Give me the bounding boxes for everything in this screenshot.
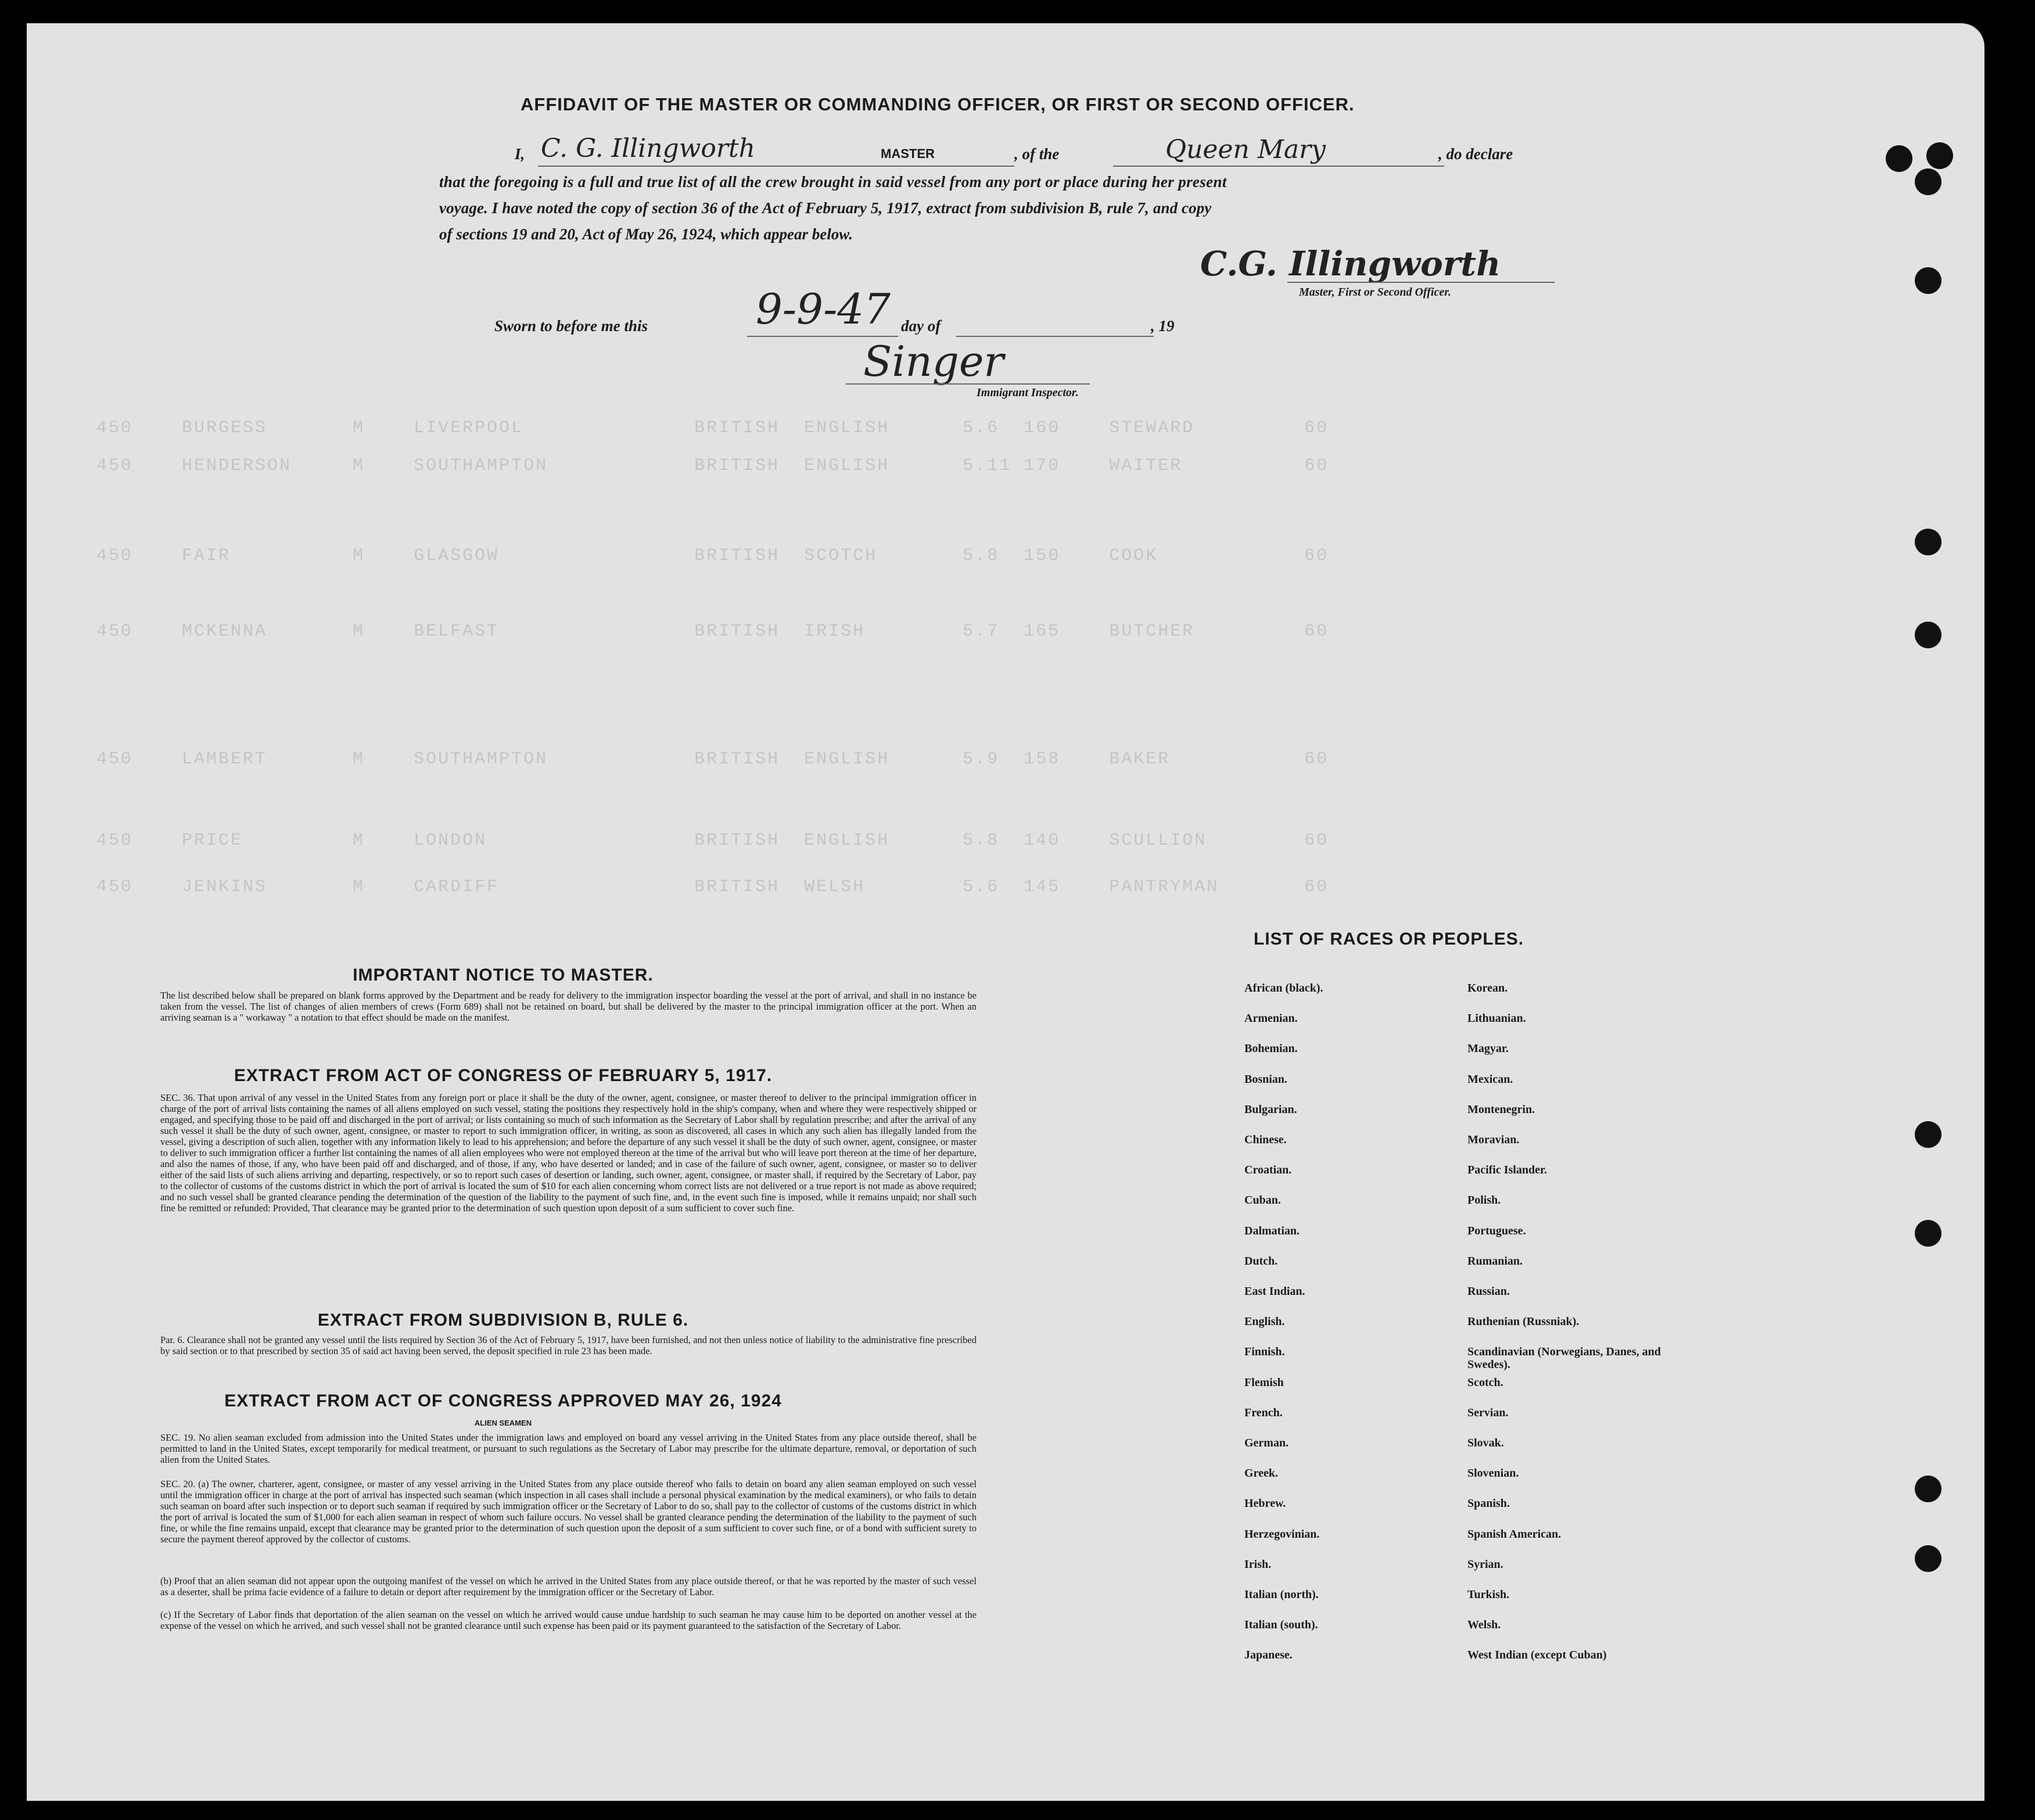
race-item: Portuguese. bbox=[1467, 1224, 1526, 1237]
sec19-text: SEC. 19. No alien seaman excluded from admission into the United States under the immigration laws and employed on board any vessel arriving in the United States from any place outside thereof, shall be permitted to land in the United States, except temporarily for medical treatment, or pursuant to such regulations as the Secretary of Labor may prescribe for the ultimate departure, removal, or deportation of such alien from the United States. bbox=[160, 1432, 977, 1465]
race-item: Hebrew. bbox=[1244, 1497, 1286, 1510]
punch-hole bbox=[1915, 267, 1941, 294]
bleed-through-text: 450 MCKENNA M BELFAST BRITISH IRISH 5.7 165 BUTCHER 60 bbox=[96, 622, 1329, 641]
bleed-through-text: 450 LAMBERT M SOUTHAMPTON BRITISH ENGLISH 5.9 158 BAKER 60 bbox=[96, 749, 1329, 769]
extract-1917-text: SEC. 36. That upon arrival of any vessel in the United States from any foreign port or place it shall be the duty of the owner, agent, consignee, or master thereof to deliver to the principal immigration officer in charge of the port of arrival lists containing the names of all aliens employed on such vessel, stating the positions they respectively hold in the ship's company, when and where they were respectively shipped or engaged, and specifying those to be paid off and discharged in the port of arrival; or lists containing so much of such information as the Secretary of Labor shall by regulation prescribe; and after the arrival of any such vessel it shall be the duty of such owner, agent, consignee, or master to report to such immigration officer, in writing, as soon as discovered, all cases in which any such alien has illegally landed from the vessel, giving a description of such alien, together with any information likely to lead to his apprehension; and before the departure of any such vessel it shall be the duty of such owner, agent, consignee, or master to deliver to such immigration officer a further list containing the names of all alien employees who were not employed thereon at the time of the arrival but who will leave port thereon at the time of her departure, and also the names of those, if any, who have been paid off and discharged, and of those, if any, who have deserted or landed; and in case of the failure of such owner, agent, consignee, or master so to deliver either of the said lists of such aliens arriving and departing, respectively, or so to report such cases of desertion or landing, such owner, agent, consignee, or master shall, if required by the Secretary of Labor, pay to the collector of customs of the customs district in which the port of arrival is located the sum of $10 for each alien concerning whom correct lists are not delivered or a true report is not made as above required; and no such vessel shall be granted clearance pending the determination of the question of the liability to the payment of such fine, and, in the event such fine is imposed, while it remains unpaid; nor shall such fine be remitted or refunded: Provided, That clearance may be granted prior to the determination of such question upon deposit of a sum sufficient to cover such fine. bbox=[160, 1092, 977, 1214]
race-item: African (black). bbox=[1244, 982, 1323, 995]
race-item: Lithuanian. bbox=[1467, 1012, 1526, 1025]
race-item: French. bbox=[1244, 1406, 1283, 1419]
punch-hole bbox=[1886, 145, 1912, 172]
sec20c-text: (c) If the Secretary of Labor finds that deportation of the alien seaman on the vessel on which he arrived would cause undue hardship to such seaman he may cause him to be deported on another vessel at the expense of the vessel on which he arrived, and such vessel shall not be granted clearance until such expense has been paid or its payment guaranteed to the satisfaction of the Secretary of Labor. bbox=[160, 1609, 977, 1631]
vessel-handwritten: Queen Mary bbox=[1165, 135, 1326, 164]
master-signature: C.G. Illingworth bbox=[1200, 244, 1501, 283]
race-item: Bulgarian. bbox=[1244, 1103, 1297, 1116]
race-item: Bohemian. bbox=[1244, 1042, 1298, 1056]
extract-1924-title: EXTRACT FROM ACT OF CONGRESS APPROVED MAY 26, 1924 bbox=[224, 1391, 782, 1410]
rule6-text: Par. 6. Clearance shall not be granted any vessel until the lists required by Section 36 of the Act of February 5, 1917, have been furnished, and not then unless notice of liability to the administrative fine prescribed by said section or to that prescribed by section 35 of said act having been served, the deposit specified in rule 23 has been made. bbox=[160, 1334, 977, 1356]
race-item: Greek. bbox=[1244, 1467, 1278, 1480]
extract-1924-subtitle: ALIEN SEAMEN bbox=[474, 1419, 532, 1427]
sec20a-text: SEC. 20. (a) The owner, charterer, agent, consignee, or master of any vessel arriving in the United States from any place outside thereof who fails to detain on board any alien seaman employed on such vessel until the immigration officer in charge at the port of arrival has inspected such seaman (which inspection in all cases shall include a personal physical examination by the medical examiners), or who fails to detain such seaman on board after such inspection or to deport such seaman if required by such immigration officer or the Secretary of Labor to do so, shall pay to the collector of customs of the customs district in which the port of arrival is located the sum of $1,000 for each alien seaman in respect of whom such failure occurs. No vessel shall be granted clearance pending the determination of the liability to the payment of such fine, or while the fine remains unpaid, except that clearance may be granted prior to the determination of such question upon the deposit of a sum sufficient to cover such fine, or of a bond with sufficient surety to secure the payment thereof approved by the collector of customs. bbox=[160, 1478, 977, 1545]
race-item: Syrian. bbox=[1467, 1557, 1503, 1571]
race-item: Japanese. bbox=[1244, 1649, 1293, 1662]
race-item: West Indian (except Cuban) bbox=[1467, 1649, 1607, 1662]
bleed-through-text: 450 HENDERSON M SOUTHAMPTON BRITISH ENGLISH 5.11 170 WAITER 60 bbox=[96, 456, 1329, 476]
race-item: English. bbox=[1244, 1315, 1285, 1329]
day-of-label: day of bbox=[901, 317, 941, 335]
race-item: Irish. bbox=[1244, 1557, 1272, 1571]
race-item: Scandinavian (Norwegians, Danes, and Swedes). bbox=[1467, 1345, 1661, 1372]
race-item: Slovenian. bbox=[1467, 1467, 1519, 1480]
notice-text: The list described below shall be prepared on blank forms approved by the Department and be ready for delivery to the immigration inspector boarding the vessel at the port of arrival, and shall in no instance be taken from the vessel. The list of changes of alien members of crews (Form 689) shall not be retained on board, but shall be delivered by the master to the principal immigration officer at the port. When an arriving seaman is a " workaway " a notation to that effect should be made on the manifest. bbox=[160, 990, 977, 1023]
do-declare-label: , do declare bbox=[1438, 145, 1513, 163]
race-item: Slovak. bbox=[1467, 1437, 1504, 1449]
i-label: I, bbox=[515, 145, 525, 163]
race-item: Bosnian. bbox=[1244, 1072, 1287, 1086]
bleed-through-text: 450 PRICE M LONDON BRITISH ENGLISH 5.8 140 SCULLION 60 bbox=[96, 831, 1329, 850]
race-item: Mexican. bbox=[1467, 1072, 1513, 1086]
race-item: Welsh. bbox=[1467, 1618, 1501, 1632]
punch-hole bbox=[1915, 1545, 1941, 1572]
inspector-underline bbox=[846, 383, 1090, 385]
vessel-underline bbox=[1113, 166, 1444, 167]
inspector-caption: Immigrant Inspector. bbox=[977, 386, 1079, 399]
race-item: Russian. bbox=[1467, 1285, 1510, 1298]
race-item: Spanish. bbox=[1467, 1497, 1510, 1510]
punch-hole bbox=[1915, 1121, 1941, 1148]
race-item: Rumanian. bbox=[1467, 1254, 1523, 1268]
races-title: LIST OF RACES OR PEOPLES. bbox=[1254, 929, 1524, 949]
master-name-handwritten: C. G. Illingworth bbox=[541, 134, 755, 163]
notice-title: IMPORTANT NOTICE TO MASTER. bbox=[353, 965, 654, 985]
race-item: Moravian. bbox=[1467, 1133, 1520, 1146]
bleed-through-text: 450 JENKINS M CARDIFF BRITISH WELSH 5.6 145 PANTRYMAN 60 bbox=[96, 877, 1329, 897]
punch-hole bbox=[1915, 622, 1941, 648]
race-item: Flemish bbox=[1244, 1376, 1284, 1389]
race-item: Chinese. bbox=[1244, 1133, 1287, 1146]
affidavit-body-line-1: that the foregoing is a full and true list of all the crew brought in said vessel from any port or place during her present bbox=[439, 173, 1227, 191]
race-item: Montenegrin. bbox=[1467, 1103, 1535, 1116]
race-item: Herzegovinian. bbox=[1244, 1527, 1320, 1541]
race-item: German. bbox=[1244, 1437, 1289, 1449]
rank-label: MASTER bbox=[881, 146, 935, 161]
of-the-label: , of the bbox=[1014, 145, 1060, 163]
punch-hole bbox=[1915, 168, 1941, 195]
race-item: Finnish. bbox=[1244, 1345, 1285, 1359]
race-item: Korean. bbox=[1467, 982, 1508, 995]
bleed-through-text: 450 BURGESS M LIVERPOOL BRITISH ENGLISH 5.6 160 STEWARD 60 bbox=[96, 418, 1329, 438]
race-item: Ruthenian (Russniak). bbox=[1467, 1315, 1580, 1329]
race-item: Scotch. bbox=[1467, 1376, 1503, 1389]
punch-hole bbox=[1926, 142, 1953, 169]
signature-underline bbox=[1287, 282, 1555, 283]
rule6-title: EXTRACT FROM SUBDIVISION B, RULE 6. bbox=[317, 1311, 689, 1330]
race-item: Turkish. bbox=[1467, 1588, 1510, 1601]
document-page bbox=[27, 23, 1984, 1801]
extract-1917-title: EXTRACT FROM ACT OF CONGRESS OF FEBRUARY 5, 1917. bbox=[234, 1066, 773, 1085]
affidavit-body-line-2: voyage. I have noted the copy of section 36 of the Act of February 5, 1917, extract from subdivision B, rule 7, and copy bbox=[439, 199, 1212, 217]
race-item: Croatian. bbox=[1244, 1164, 1292, 1177]
sworn-label: Sworn to before me this bbox=[494, 317, 648, 335]
race-item: Dutch. bbox=[1244, 1254, 1278, 1268]
bleed-through-text: 450 FAIR M GLASGOW BRITISH SCOTCH 5.8 150 COOK 60 bbox=[96, 546, 1329, 566]
sec20b-text: (b) Proof that an alien seaman did not appear upon the outgoing manifest of the vessel on which he arrived in the United States from any place outside thereof, or that he was reported by the master of such vessel as a deserter, shall be prima facie evidence of a failure to detain or deport after requirement by the immigration officer or the Secretary of Labor. bbox=[160, 1575, 977, 1598]
punch-hole bbox=[1915, 1476, 1941, 1502]
race-item: Polish. bbox=[1467, 1194, 1501, 1207]
race-item: Pacific Islander. bbox=[1467, 1164, 1548, 1177]
race-item: Dalmatian. bbox=[1244, 1224, 1300, 1237]
race-item: Servian. bbox=[1467, 1406, 1509, 1419]
signature-caption: Master, First or Second Officer. bbox=[1299, 286, 1451, 299]
race-item: Italian (north). bbox=[1244, 1588, 1319, 1601]
name-underline bbox=[538, 166, 1014, 167]
punch-hole bbox=[1915, 529, 1941, 555]
race-item: Italian (south). bbox=[1244, 1618, 1318, 1632]
race-item: Spanish American. bbox=[1467, 1527, 1562, 1541]
inspector-signature: Singer bbox=[863, 337, 1004, 386]
affidavit-title: AFFIDAVIT OF THE MASTER OR COMMANDING OFFICER, OR FIRST OR SECOND OFFICER. bbox=[521, 94, 1355, 114]
race-item: East Indian. bbox=[1244, 1285, 1305, 1298]
race-item: Armenian. bbox=[1244, 1012, 1298, 1025]
year-label: , 19 bbox=[1151, 317, 1175, 335]
sworn-date-handwritten: 9-9-47 bbox=[756, 285, 891, 333]
race-item: Cuban. bbox=[1244, 1194, 1281, 1207]
affidavit-body-line-3: of sections 19 and 20, Act of May 26, 1924, which appear below. bbox=[439, 225, 853, 243]
punch-hole bbox=[1915, 1220, 1941, 1247]
race-item: Magyar. bbox=[1467, 1042, 1509, 1056]
